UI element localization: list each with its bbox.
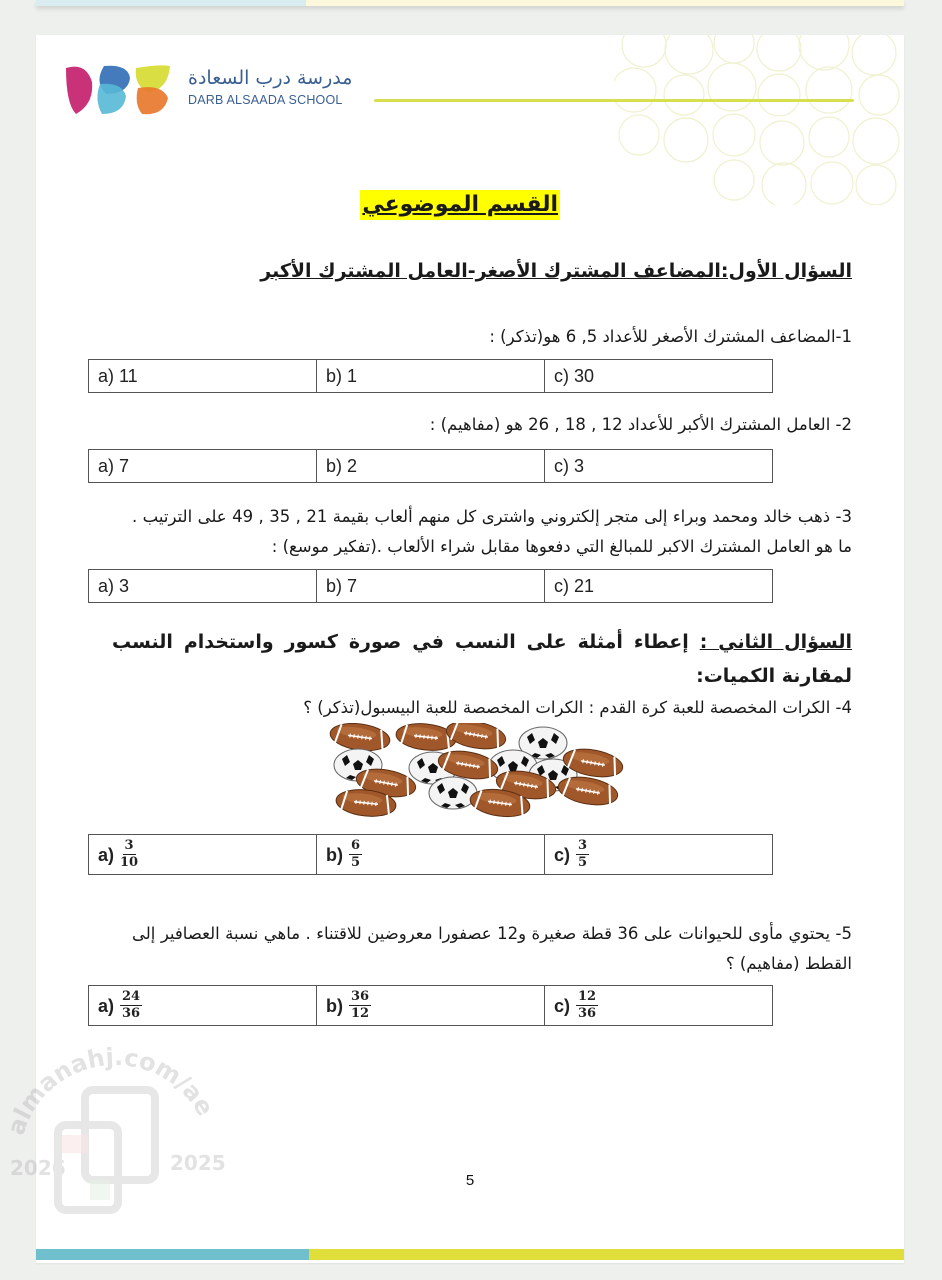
option-b[interactable]: [316, 986, 544, 1025]
option-b[interactable]: [316, 835, 544, 874]
option-c[interactable]: [544, 986, 772, 1025]
denominator: 10: [120, 855, 139, 870]
option-b[interactable]: b) 2: [316, 450, 544, 482]
question-3-text: 3- ذهب خالد ومحمد وبراء إلى متجر إلكتروني واشترى كل منهم ألعاب بقيمة 21 , 35 , 49 على الترتيب . ما هو العامل المشترك الاكبر للمبالغ التي دفعوها مقابل شراء الألعاب .(تفكير موسع) :: [132, 507, 852, 556]
denominator: 12: [351, 1006, 370, 1021]
option-label: a): [98, 995, 115, 1016]
option-c[interactable]: c) 30: [544, 360, 772, 392]
sports-balls-image: [308, 723, 628, 819]
option-c[interactable]: [544, 835, 772, 874]
option-label: b): [326, 995, 343, 1016]
page-number: 5: [465, 1172, 475, 1189]
school-name-english: DARB ALSAADA SCHOOL: [188, 93, 343, 107]
watermark-year-right: 2025: [170, 1151, 226, 1175]
option-label: c): [554, 995, 571, 1016]
school-name-arabic: مدرسة درب السعادة: [188, 67, 353, 89]
fraction: [349, 839, 362, 870]
denominator: 5: [578, 855, 588, 870]
question-2-text: 2- العامل المشترك الأكبر للأعداد 12 , 18 , 26 هو (مفاهيم) :: [429, 415, 852, 434]
watermark-year-left: 2026: [10, 1156, 66, 1180]
option-b[interactable]: b) 7: [316, 570, 544, 602]
question-1-options: [88, 359, 773, 393]
fraction: [349, 990, 371, 1021]
fraction: [576, 990, 598, 1021]
denominator: 36: [578, 1006, 597, 1021]
numerator: 12: [578, 989, 597, 1004]
fraction: [576, 839, 589, 870]
question2-heading: [112, 625, 852, 693]
question2-label: السؤال الثاني :: [699, 631, 852, 653]
header-divider: [374, 99, 854, 102]
option-a[interactable]: [89, 835, 316, 874]
option-c[interactable]: c) 3: [544, 450, 772, 482]
section-title: القسم الموضوعي: [360, 190, 560, 220]
football-ball: [444, 723, 508, 753]
question2-heading-text: إعطاء أمثلة على النسب في صورة كسور واستخدام النسب لمقارنة الكميات:: [112, 631, 852, 687]
option-a[interactable]: a) 7: [98, 456, 130, 476]
question-1-text: 1-المضاعف المشترك الأصغر للأعداد 5, 6 هو(تذكر) :: [489, 327, 852, 346]
option-a[interactable]: a) 3: [98, 576, 130, 596]
option-a[interactable]: a) 11: [98, 366, 138, 386]
decorative-pattern: [614, 35, 904, 205]
numerator: 24: [122, 989, 141, 1004]
option-label: b): [326, 844, 343, 865]
numerator: 3: [578, 838, 588, 853]
option-b[interactable]: b) 1: [316, 360, 544, 392]
option-label: c): [554, 844, 571, 865]
fraction: [120, 839, 138, 870]
numerator: 36: [351, 989, 370, 1004]
question1-heading: السؤال الأول:المضاعف المشترك الأصغر-العامل المشترك الأكبر: [260, 260, 852, 282]
watermark-site: almanahj.com/ae: [1, 1042, 220, 1139]
question-3-options: [88, 569, 773, 603]
question-4-options: [88, 834, 773, 875]
watermark-logo: [0, 1010, 260, 1270]
school-logo: [64, 64, 174, 116]
denominator: 5: [351, 855, 361, 870]
question-4-text: 4- الكرات المخصصة للعبة كرة القدم : الكرات المخصصة للعبة البيسبول(تذكر) ؟: [303, 698, 852, 717]
question-5-text: 5- يحتوي مأوى للحيوانات على 36 قطة صغيرة و12 عصفورا معروضين للاقتناء . ماهي نسبة العصافير إلى القطط (مفاهيم) ؟: [132, 924, 853, 973]
numerator: 6: [351, 838, 361, 853]
numerator: 3: [124, 838, 134, 853]
denominator: 36: [122, 1006, 141, 1021]
option-label: a): [98, 844, 115, 865]
soccer-ball: [429, 777, 477, 809]
question-2-options: [88, 449, 773, 483]
previous-page-edge: [36, 0, 904, 6]
option-c[interactable]: c) 21: [544, 570, 772, 602]
